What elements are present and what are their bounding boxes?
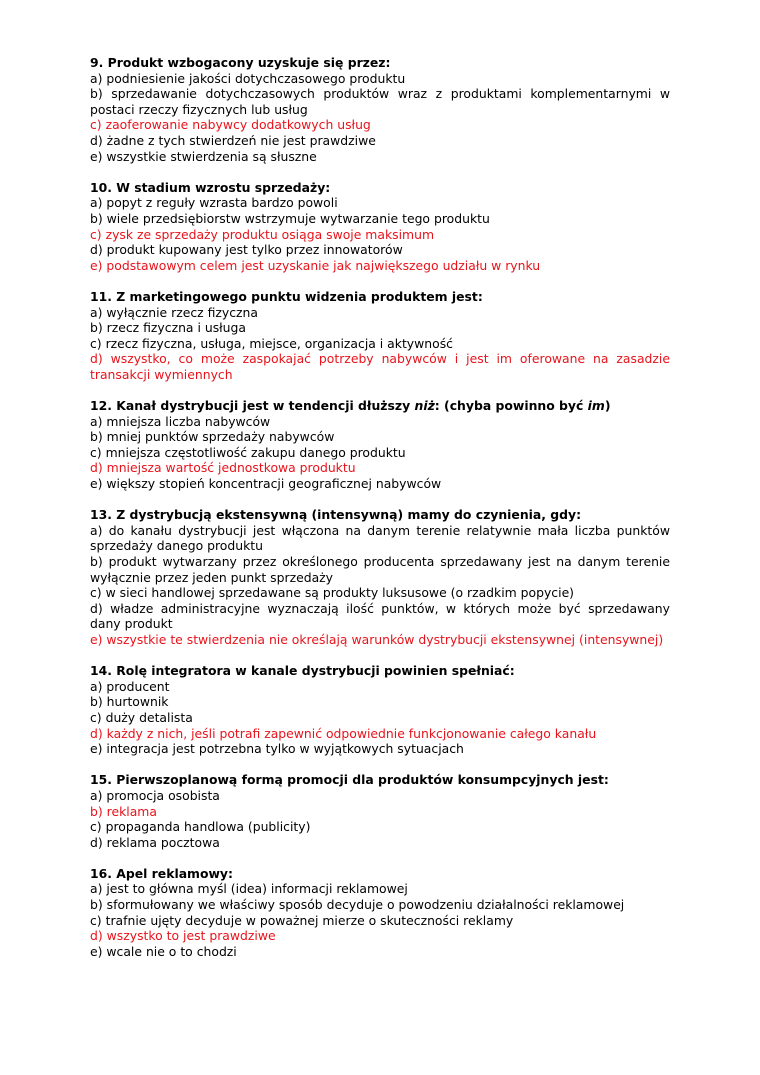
exam-page xyxy=(90,55,670,975)
option-a: a) do kanału dystrybucji jest włączona na danym terenie relatywnie mała liczba punktów sprzedaży danego produktu xyxy=(90,522,670,554)
option-c: c) duży detalista xyxy=(90,709,193,725)
option-a: a) wyłącznie rzecz fizyczna xyxy=(90,304,258,320)
option-d: d) reklama pocztowa xyxy=(90,834,220,850)
title-emphasis: niż xyxy=(414,398,435,414)
question-title: 14. Rolę integratora w kanale dystrybucji powinien spełniać: xyxy=(90,663,515,679)
option-d: d) żadne z tych stwierdzeń nie jest prawdziwe xyxy=(90,132,376,148)
option-c: c) mniejsza częstotliwość zakupu danego produktu xyxy=(90,444,406,460)
option-c: c) propaganda handlowa (publicity) xyxy=(90,819,311,835)
title-text: : (chyba powinno być xyxy=(434,398,588,414)
option-a: a) producent xyxy=(90,678,170,694)
question-16 xyxy=(90,866,670,960)
correct-option-d: d) każdy z nich, jeśli potrafi zapewnić odpowiednie funkcjonowanie całego kanału xyxy=(90,725,597,741)
option-e: e) większy stopień koncentracji geograficznej nabywców xyxy=(90,476,442,492)
question-10 xyxy=(90,180,670,274)
question-title: 16. Apel reklamowy: xyxy=(90,865,233,881)
option-c: c) w sieci handlowej sprzedawane są produkty luksusowe (o rzadkim popycie) xyxy=(90,585,575,601)
question-14 xyxy=(90,663,670,757)
option-d: d) władze administracyjne wyznaczają ilość punktów, w których może być sprzedawany dany produkt xyxy=(90,600,670,632)
correct-option-d: d) mniejsza wartość jednostkowa produktu xyxy=(90,460,356,476)
question-title: 10. W stadium wzrostu sprzedaży: xyxy=(90,179,331,195)
option-d: d) produkt kupowany jest tylko przez innowatorów xyxy=(90,242,403,258)
option-e: e) wszystkie stwierdzenia są słuszne xyxy=(90,148,317,164)
option-c: c) trafnie ujęty decyduje w poważnej mierze o skuteczności reklamy xyxy=(90,912,514,928)
option-b: b) sformułowany we właściwy sposób decyduje o powodzeniu działalności reklamowej xyxy=(90,897,625,913)
title-emphasis: im xyxy=(587,398,605,414)
question-title: 11. Z marketingowego punktu widzenia produktem jest: xyxy=(90,288,483,304)
question-11 xyxy=(90,289,670,383)
question-13 xyxy=(90,507,670,647)
option-e: e) integracja jest potrzebna tylko w wyjątkowych sytuacjach xyxy=(90,741,464,757)
question-title xyxy=(90,398,670,414)
option-a: a) mniejsza liczba nabywców xyxy=(90,413,271,429)
option-a: a) popyt z reguły wzrasta bardzo powoli xyxy=(90,195,338,211)
option-b: b) wiele przedsiębiorstw wstrzymuje wytwarzanie tego produktu xyxy=(90,210,490,226)
option-b: b) produkt wytwarzany przez określonego producenta sprzedawany jest na danym terenie wyłącznie przez jeden punkt sprzedaży xyxy=(90,554,670,585)
question-title: 13. Z dystrybucją ekstensywną (intensywną) mamy do czynienia, gdy: xyxy=(90,507,582,523)
correct-option-c: c) zaoferowanie nabywcy dodatkowych usług xyxy=(90,117,371,133)
option-c: c) rzecz fizyczna, usługa, miejsce, organizacja i aktywność xyxy=(90,335,453,351)
question-title: 9. Produkt wzbogacony uzyskuje się przez: xyxy=(90,55,391,70)
option-b: b) sprzedawanie dotychczasowych produktów wraz z produktami komplementarnymi w postaci rzeczy fizycznych lub usług xyxy=(90,86,670,117)
option-b: b) mniej punktów sprzedaży nabywców xyxy=(90,429,335,445)
option-b: b) rzecz fizyczna i usługa xyxy=(90,320,246,336)
title-text: ) xyxy=(604,398,611,414)
correct-option-e: e) wszystkie te stwierdzenia nie określają warunków dystrybucji ekstensywnej (intensywnej) xyxy=(90,631,664,647)
question-9 xyxy=(90,55,670,164)
correct-option-d: d) wszystko, co może zaspokajać potrzeby nabywców i jest im oferowane na zasadzie transakcji wymiennych xyxy=(90,351,670,382)
option-a: a) podniesienie jakości dotychczasowego produktu xyxy=(90,70,406,86)
option-b: b) hurtownik xyxy=(90,694,169,710)
title-text: 12. Kanał dystrybucji jest w tendencji dłuższy xyxy=(90,398,415,414)
question-15 xyxy=(90,772,670,850)
correct-option-d: d) wszystko to jest prawdziwe xyxy=(90,928,276,944)
correct-option-b: b) reklama xyxy=(90,803,157,819)
option-e: e) wcale nie o to chodzi xyxy=(90,943,237,959)
option-a: a) jest to główna myśl (idea) informacji reklamowej xyxy=(90,881,408,897)
question-title: 15. Pierwszoplanową formą promocji dla produktów konsumpcyjnych jest: xyxy=(90,772,609,788)
question-12 xyxy=(90,398,670,492)
option-a: a) promocja osobista xyxy=(90,787,220,803)
correct-option-e: e) podstawowym celem jest uzyskanie jak największego udziału w rynku xyxy=(90,257,541,273)
correct-option-c: c) zysk ze sprzedaży produktu osiąga swoje maksimum xyxy=(90,226,435,242)
